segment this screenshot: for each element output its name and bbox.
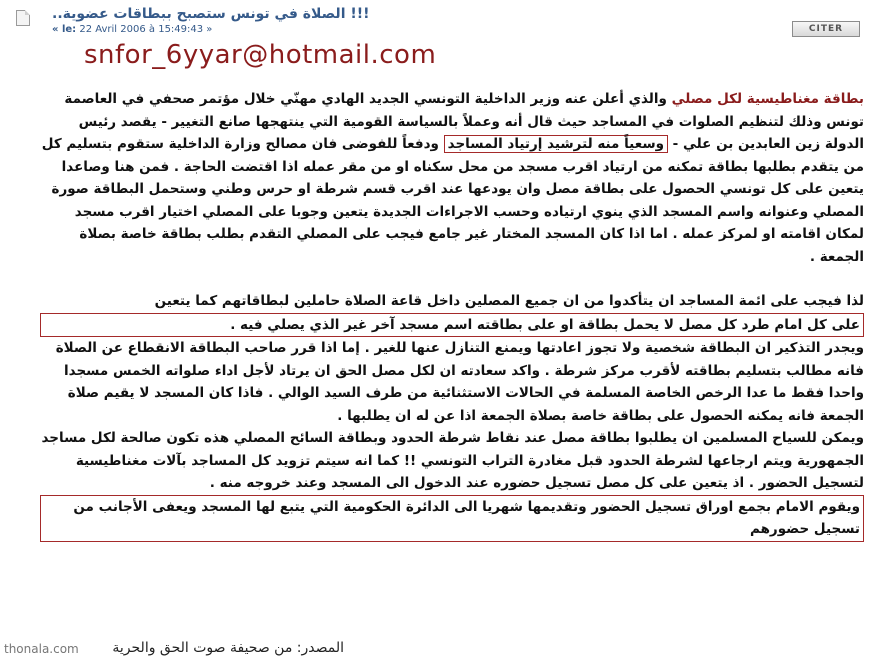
post-date: 22 Avril 2006 à 15:49:43 » <box>79 24 213 35</box>
highlighted-phrase: وسعياً منه لترشيد إرتياد المساجد <box>444 135 668 153</box>
email-watermark: snfor_6yyar@hotmail.com <box>84 40 437 70</box>
quote-button[interactable]: CITER <box>792 21 860 37</box>
source-credit: المصدر: من صحيفة صوت الحق والحرية <box>112 640 344 656</box>
article-paragraph-1 <box>40 88 864 268</box>
highlighted-sentence: ويقوم الامام بجمع اوراق تسجيل الحضور وتقديمها شهريا الى الدائرة الحكومية التي يتبع لها المسجد ويعفى الأجانب من تسجيل حضورهم <box>40 495 864 542</box>
article-lead: بطاقة مغناطيسية لكل مصلي <box>671 91 864 107</box>
article-paragraph-3 <box>40 427 864 542</box>
article-text: ويمكن للسياح المسلمين ان يطلبوا بطاقة مصل عند نقاط شرطة الحدود وبطاقة السائح المصلي هذه تكون صالحة لكل مساجد الجمهورية ويتم ارجاعها لشرطة الحدود قبل مغادرة التراب التونسي !! <box>41 430 864 469</box>
article-text: كما انه سيتم تزويد كل المساجد بآلات مغناطيسية لتسجيل الحضور . اذ يتعين على كل مصل تسجيل حضوره عند الدخول الى المسجد وعند خروجه منه . <box>75 452 864 491</box>
post-meta-label: « le: <box>52 24 77 35</box>
post-body <box>40 88 864 542</box>
article-text: لذا فيجب على ائمة المساجد ان يتأكدوا من ان جميع المصلين داخل قاعة الصلاة حاملين لبطاقاتهم كما يتعين <box>154 293 864 309</box>
article-text: ويجدر التذكير ان البطاقة شخصية ولا تجوز اعادتها ويمنع التنازل عنها للغير . إما اذا قرر صاحب البطاقة الانقطاع عن الصلاة فانه مطالب بتسليم بطاقته لأقرب مركز شرطة . واكد سعادته ان لكل مصل الحق ان يرتاد لأجل اداء صلواته الخمس مسجدا واحدا فقط ما عدا الرخص الخاصة المسلمة في الحالات الاستثنائية من طرف السيد الوالي . فاذا كان المسجد لا يقيم صلاة الجمعة فانه يمكنه الحصول على بطاقة خاصة بصلاة الجمعة اذا عن له ان يطلبها . <box>55 340 864 424</box>
post-header <box>52 6 432 35</box>
post-document-icon <box>16 10 30 26</box>
highlighted-sentence: على كل امام طرد كل مصل لا يحمل بطاقة او على بطاقته اسم مسجد آخر غير الذي يصلي فيه . <box>40 313 864 338</box>
article-text: ودفعاً للفوضى فان مصالح وزارة الداخلية ستقوم بتسليم كل من يتقدم بطلبها بطاقة تمكنه من ارتياد اقرب مسجد من محل سكناه او من مقر عمله اذا اقتضت الحاجة . فمن هنا وصاعدا يتعين على كل تونسي الحصول على بطاقة مصل وان يودعها عند اقرب قسم شرطة او حرس وطني وستحمل البطاقة صورة المصلي وعنوانه واسم المسجد الذي ينوي ارتياده وحسب الاجراءات الجديدة يتعين وجوبا على المصلي اختيار اقرب مسجد لمكان اقامته او لمركز عمله . اما اذا كان المسجد المختار غير جامع فيجب على المصلي التقدم بطلب بطاقة خاصة بصلاة الجمعة . <box>41 136 864 265</box>
paragraph-spacer <box>40 268 864 290</box>
post-meta <box>52 24 432 35</box>
site-watermark: thonala.com <box>4 642 79 656</box>
article-paragraph-2 <box>40 290 864 427</box>
post-title[interactable]: !!! الصلاة في تونس ستصبح ببطاقات عضوية.. <box>52 6 370 22</box>
article-text: والذي أعلن عنه وزير الداخلية التونسي الجديد الهادي مهنّي خلال مؤتمر صحفي في العاصمة تونس وذلك لتنظيم الصلوات في المساجد حيث قال أنه وعملاً بالسياسة القومية التي ينتهجها صانع التغيير - يقصد رئيس الدولة زين العابدين بن علي - <box>64 91 864 152</box>
